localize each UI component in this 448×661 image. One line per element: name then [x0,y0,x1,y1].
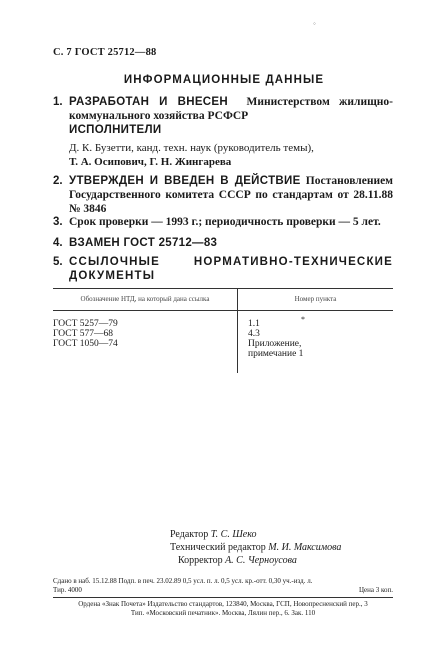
item-body: Постановлением Государственного комитета СССР по стандартам от 28.11.88 № 3846 [69,175,394,215]
print-details [53,577,393,595]
publisher-line-2: Тип. «Московский печатник». Москва, Лялин пер., 6. Зак. 110 [130,609,316,617]
executors-heading: ИСПОЛНИТЕЛИ [69,124,162,136]
publisher-info [53,600,393,618]
editor-line [170,528,341,541]
table-header-doc: Обозначение НТД, на который дана ссылка [53,289,238,311]
table-cell-docs [53,311,238,374]
item-caps: УТВЕРЖДЕН И ВВЕДЕН В ДЕЙСТВИЕ [69,175,301,187]
scan-mark: ◦ [313,19,316,28]
item-number: 4. [53,237,63,249]
tech-editor-line [170,541,341,554]
item-approved [53,174,393,216]
table-doc: ГОСТ 577—68 [53,329,113,339]
item-number: 3. [53,216,63,228]
tech-editor-name: М. И. Максимова [268,542,342,553]
editor-name: Т. С. Шеко [210,529,257,540]
corrector-label: Корректор [178,555,223,566]
table-header-row [53,289,393,311]
item-number: 5. [53,256,63,268]
table-cell-points [238,311,394,374]
print-price: Цена 3 коп. [358,586,393,594]
corrector-line [170,554,341,567]
item-text: ССЫЛОЧНЫЕ НОРМАТИВНО-ТЕХНИЧЕСКИЕ ДОКУМЕНТЫ [69,256,393,282]
tech-editor-label: Технический редактор [170,542,266,553]
item-number: 2. [53,175,63,187]
executors-list [69,141,393,169]
table-point: Приложение, примечание 1 [248,339,304,359]
item-text: ВЗАМЕН ГОСТ 25712—83 [69,237,218,249]
imprint-divider [53,597,393,598]
publisher-line-1: Ордена «Знак Почета» Издательство стандартов, 123840, Москва, ГСП, Новопресненский пер., 3 [78,600,368,608]
editor-label: Редактор [170,529,209,540]
table-doc: ГОСТ 1050—74 [53,339,118,349]
executors-line-1: Д. К. Бузетти, канд. техн. наук (руководитель темы), [69,142,314,154]
section-title: ИНФОРМАЦИОННЫЕ ДАННЫЕ [123,74,325,86]
table-point: 1.1 [248,319,260,329]
item-text [69,174,393,216]
print-line-2 [53,586,393,595]
table-body-row [53,311,393,374]
corrector-name: А. С. Черноусова [225,555,297,566]
item-developed [53,95,393,123]
table-point: 4.3 [248,329,260,339]
item-body: Министерством жилищно-коммунального хозяйства РСФСР [69,96,394,122]
table-header-point: Номер пункта [238,289,394,311]
executors-line-2: Т. А. Осипович, Г. Н. Жингарева [69,156,232,168]
item-text: Срок проверки — 1993 г.; периодичность проверки — 5 лет. [69,216,381,228]
item-replaces [53,236,393,250]
item-references [53,255,393,283]
print-run: Тир. 4000 [53,586,82,594]
item-text [69,95,393,123]
print-line-1: Сдано в наб. 15.12.88 Подп. в печ. 23.02.89 0,5 усл. п. л. 0,5 усл. кр.-отт. 0,30 уч.-изд. л. [53,577,313,585]
references-table [53,288,393,373]
table-doc: ГОСТ 5257—79 [53,319,118,329]
item-review [53,215,393,229]
item-caps: РАЗРАБОТАН И ВНЕСЕН [69,96,228,108]
item-number: 1. [53,96,63,108]
star-mark: * [301,315,305,324]
page-header: С. 7 ГОСТ 25712—88 [53,47,157,58]
editors-block [170,528,341,567]
